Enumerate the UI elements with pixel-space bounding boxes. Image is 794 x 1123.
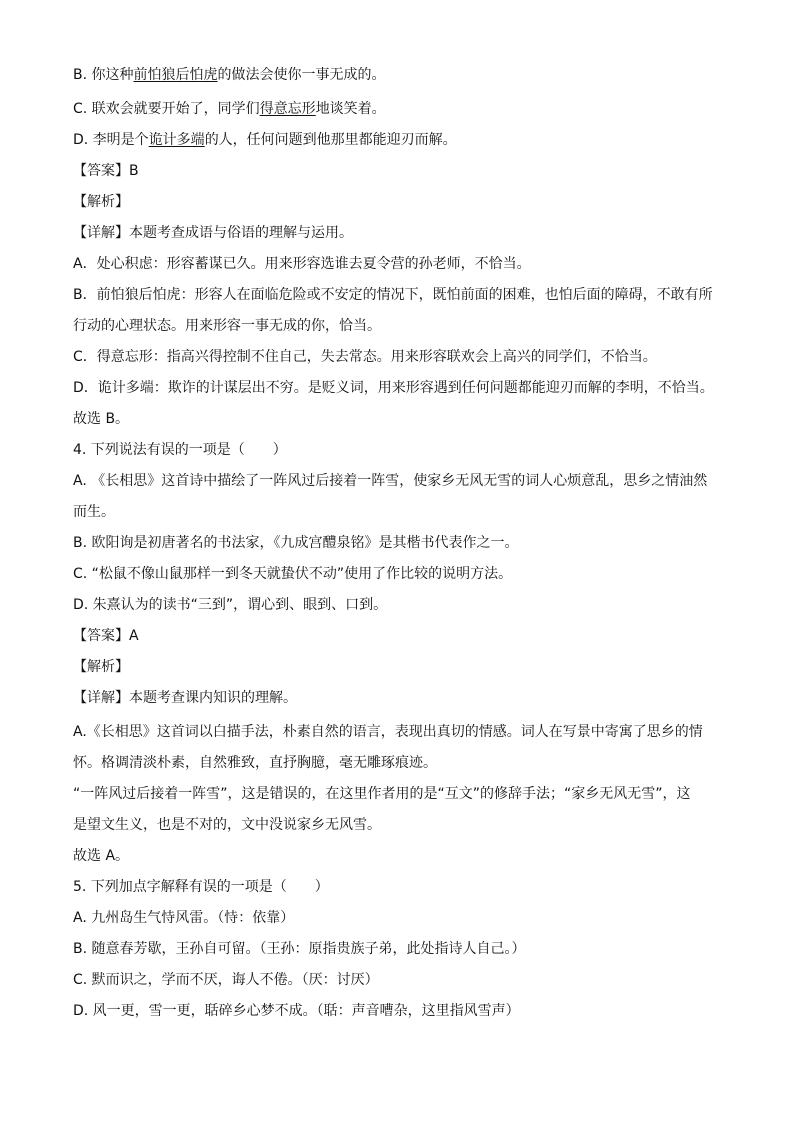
explanation-line: D．诡计多端：欺诈的计谋层出不穷。是贬义词，用来形容遇到任何问题都能迎刃而解的李明，不恰当。 [73, 380, 714, 396]
question-4-stem: 4. 下列说法有误的一项是（ ） [73, 442, 287, 458]
option-line: A. 九州岛生气恃风雷。（恃：依靠） [73, 910, 295, 926]
option-line: A. 《长相思》这首诗中描绘了一阵风过后接着一阵雪，使家乡无风无雪的词人心烦意乱，思乡之情油然 [73, 473, 708, 489]
explanation-line: 行动的心理状态。用来形容一事无成的你，恰当。 [73, 318, 381, 334]
underlined-idiom: 前怕狼后怕虎 [133, 67, 218, 83]
analysis-label: 【解析】 [73, 194, 129, 210]
answer-label: 【答案】A [73, 628, 139, 644]
underlined-idiom: 诡计多端 [148, 132, 205, 148]
option-line: C. “松鼠不像山鼠那样一到冬天就蛰伏不动”使用了作比较的说明方法。 [73, 566, 513, 582]
explanation-line: B．前怕狼后怕虎：形容人在面临危险或不安定的情况下，既怕前面的困难，也怕后面的障碍，不敢有所 [73, 287, 713, 303]
option-line: B. 欧阳询是初唐著名的书法家，《九成宫醴泉铭》是其楷书代表作之一。 [73, 535, 519, 551]
option-line: 而生。 [73, 504, 115, 520]
option-d-line: D. 李明是个诡计多端的人，任何问题到他那里都能迎刃而解。 [73, 132, 457, 148]
option-c-line: C. 联欢会就要开始了，同学们得意忘形地谈笑着。 [73, 101, 386, 117]
explanation-line: 怀。格调清淡朴素，自然雅致，直抒胸臆，毫无雕琢痕迹。 [73, 755, 437, 771]
option-line: D. 朱熹认为的读书“三到”，谓心到、眼到、口到。 [73, 597, 388, 613]
underlined-idiom: 得意忘形 [259, 101, 316, 117]
explanation-line: 是望文生义，也是不对的，文中没说家乡无风雪。 [73, 817, 381, 833]
conclusion-line: 故选 A。 [73, 848, 130, 864]
explanation-line: A.《长相思》这首词以白描手法，朴素自然的语言，表现出真切的情感。词人在写景中寄寓了思乡的情 [73, 724, 703, 740]
conclusion-line: 故选 B。 [73, 411, 130, 427]
detail-line: 【详解】本题考查成语与俗语的理解与运用。 [73, 225, 353, 241]
explanation-line: C．得意忘形：指高兴得控制不住自己，失去常态。用来形容联欢会上高兴的同学们，不恰当。 [73, 349, 657, 365]
analysis-label: 【解析】 [73, 659, 129, 675]
question-5-stem: 5. 下列加点字解释有误的一项是（ ） [73, 879, 329, 895]
explanation-line: “一阵风过后接着一阵雪”，这是错误的，在这里作者用的是“互文”的修辞手法；“家乡无风无雪”，这 [73, 786, 691, 802]
option-b-line: B. 你这种前怕狼后怕虎的做法会使你一事无成的。 [73, 67, 386, 83]
detail-line: 【详解】本题考查课内知识的理解。 [73, 690, 297, 706]
option-line: C. 默而识之，学而不厌，诲人不倦。（厌：讨厌） [73, 972, 379, 988]
answer-label: 【答案】B [73, 163, 139, 179]
option-line: B. 随意春芳歇，王孙自可留。（王孙：原指贵族子弟，此处指诗人自己。） [73, 941, 526, 957]
option-line: D. 风一更，雪一更，聒碎乡心梦不成。（聒：声音嘈杂，这里指风雪声） [73, 1003, 520, 1019]
explanation-line: A．处心积虑：形容蓄谋已久。用来形容选谁去夏令营的孙老师，不恰当。 [73, 256, 531, 272]
